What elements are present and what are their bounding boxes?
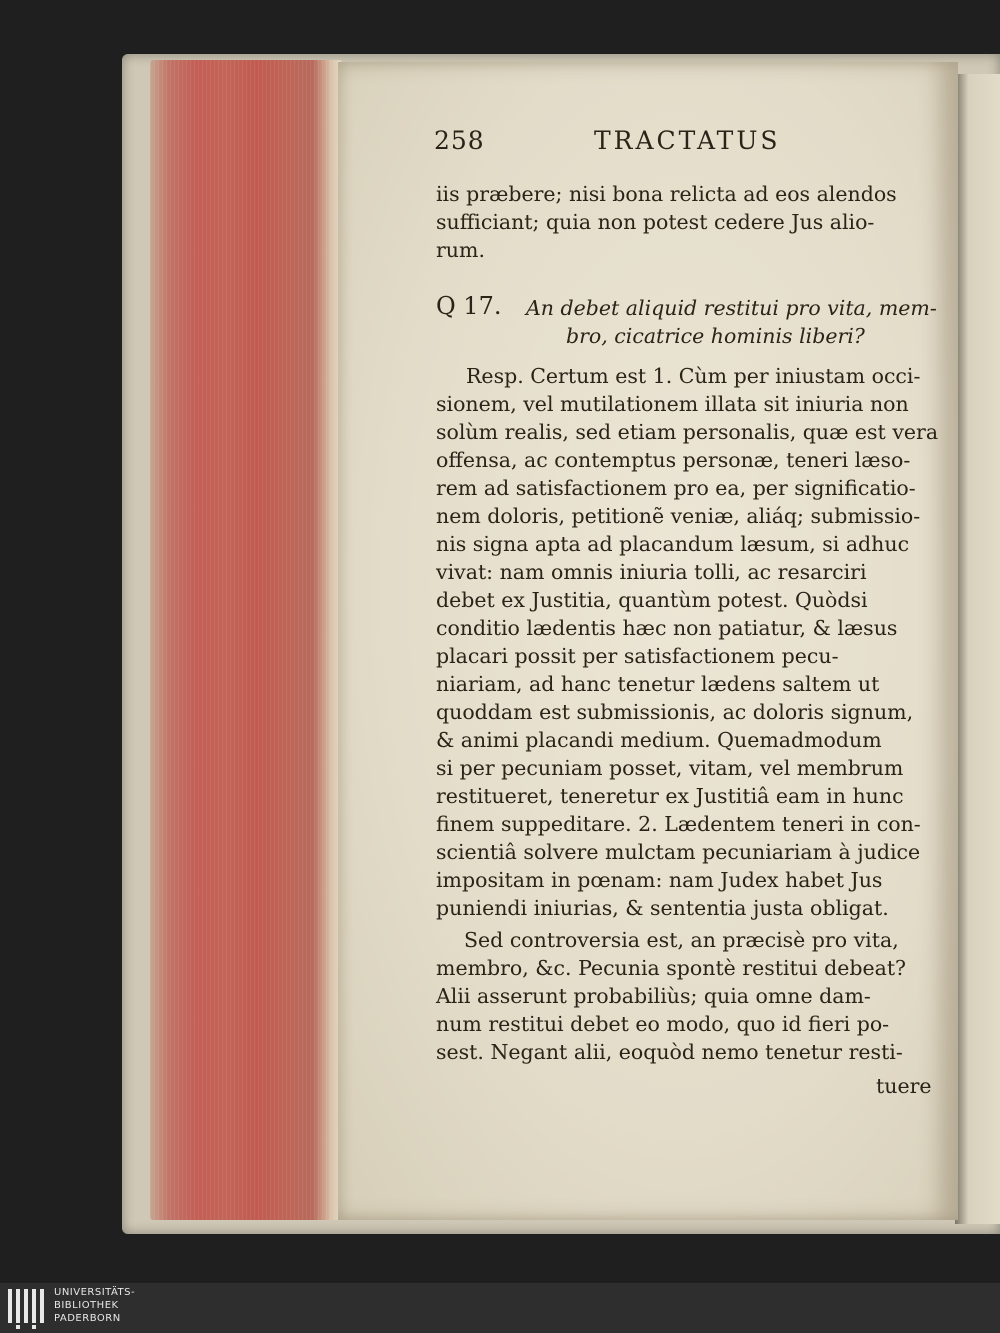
body-line: sionem, vel mutilationem illata sit iniuria non [436,392,909,416]
running-head [434,126,834,162]
text-line: iis præbere; nisi bona relicta ad eos alendos [436,182,897,206]
body-line: sest. Negant alii, eoquòd nemo tenetur resti- [436,1040,903,1064]
facing-page-edge [955,74,1000,1224]
body-line: conditio lædentis hæc non patiatur, & læsus [436,616,898,640]
body-line: scientiâ solvere mulctam pecuniariam à judice [436,840,921,864]
body-line: vivat: nam omnis iniuria tolli, ac resarciri [436,560,867,584]
text-line: rum. [436,238,485,262]
body-line: nem doloris, petitionẽ veniæ, aliáq; submissio- [436,504,921,528]
body-line: finem suppeditare. 2. Lædentem teneri in con- [436,812,921,836]
body-line: offensa, ac contemptus personæ, teneri læso- [436,448,911,472]
body-line: debet ex Justitia, quantùm potest. Quòdsi [436,588,868,612]
page-number: 258 [434,126,485,155]
body-line: nis signa apta ad placandum læsum, si adhuc [436,532,910,556]
library-logo-icon [6,1287,46,1329]
body-line: & animi placandi medium. Quemadmodum [436,728,882,752]
body-line: impositam in pœnam: nam Judex habet Jus [436,868,883,892]
body-line: si per pecuniam posset, vitam, vel membrum [436,756,904,780]
red-page-edges [150,60,342,1220]
body-line: puniendi iniurias, & sententia justa obligat. [436,896,889,920]
body-line: Sed controversia est, an præcisè pro vita, [464,928,899,952]
body-line: membro, &c. Pecunia spontè restitui debeat? [436,956,907,980]
body-line: num restitui debet eo modo, quo id fieri po- [436,1012,890,1036]
body-line: quoddam est submissionis, ac doloris signum, [436,700,914,724]
body-line: rem ad satisfactionem pro ea, per significatio- [436,476,916,500]
catchword: tuere [876,1074,932,1098]
library-name-line: BIBLIOTHEK [54,1300,119,1311]
question-line: bro, cicatrice hominis liberi? [566,324,865,348]
question-label: Q 17. [436,292,502,320]
footer-bar [0,1283,1000,1333]
running-title: TRACTATUS [594,126,781,155]
question-line: An debet aliquid restitui pro vita, mem- [526,296,937,320]
body-line: restitueret, teneretur ex Justitiâ eam in hunc [436,784,904,808]
body-line: Alii asserunt probabiliùs; quia omne dam- [436,984,871,1008]
library-name-line: UNIVERSITÄTS- [54,1287,136,1298]
body-line: placari possit per satisfactionem pecu- [436,644,839,668]
body-line: solùm realis, sed etiam personalis, quæ est vera [436,420,939,444]
text-line: sufficiant; quia non potest cedere Jus alio- [436,210,875,234]
library-name-line: PADERBORN [54,1313,121,1324]
body-line: Resp. Certum est 1. Cùm per iniustam occi- [466,364,921,388]
library-name [54,1286,135,1325]
body-line: niariam, ad hanc tenetur lædens saltem ut [436,672,880,696]
